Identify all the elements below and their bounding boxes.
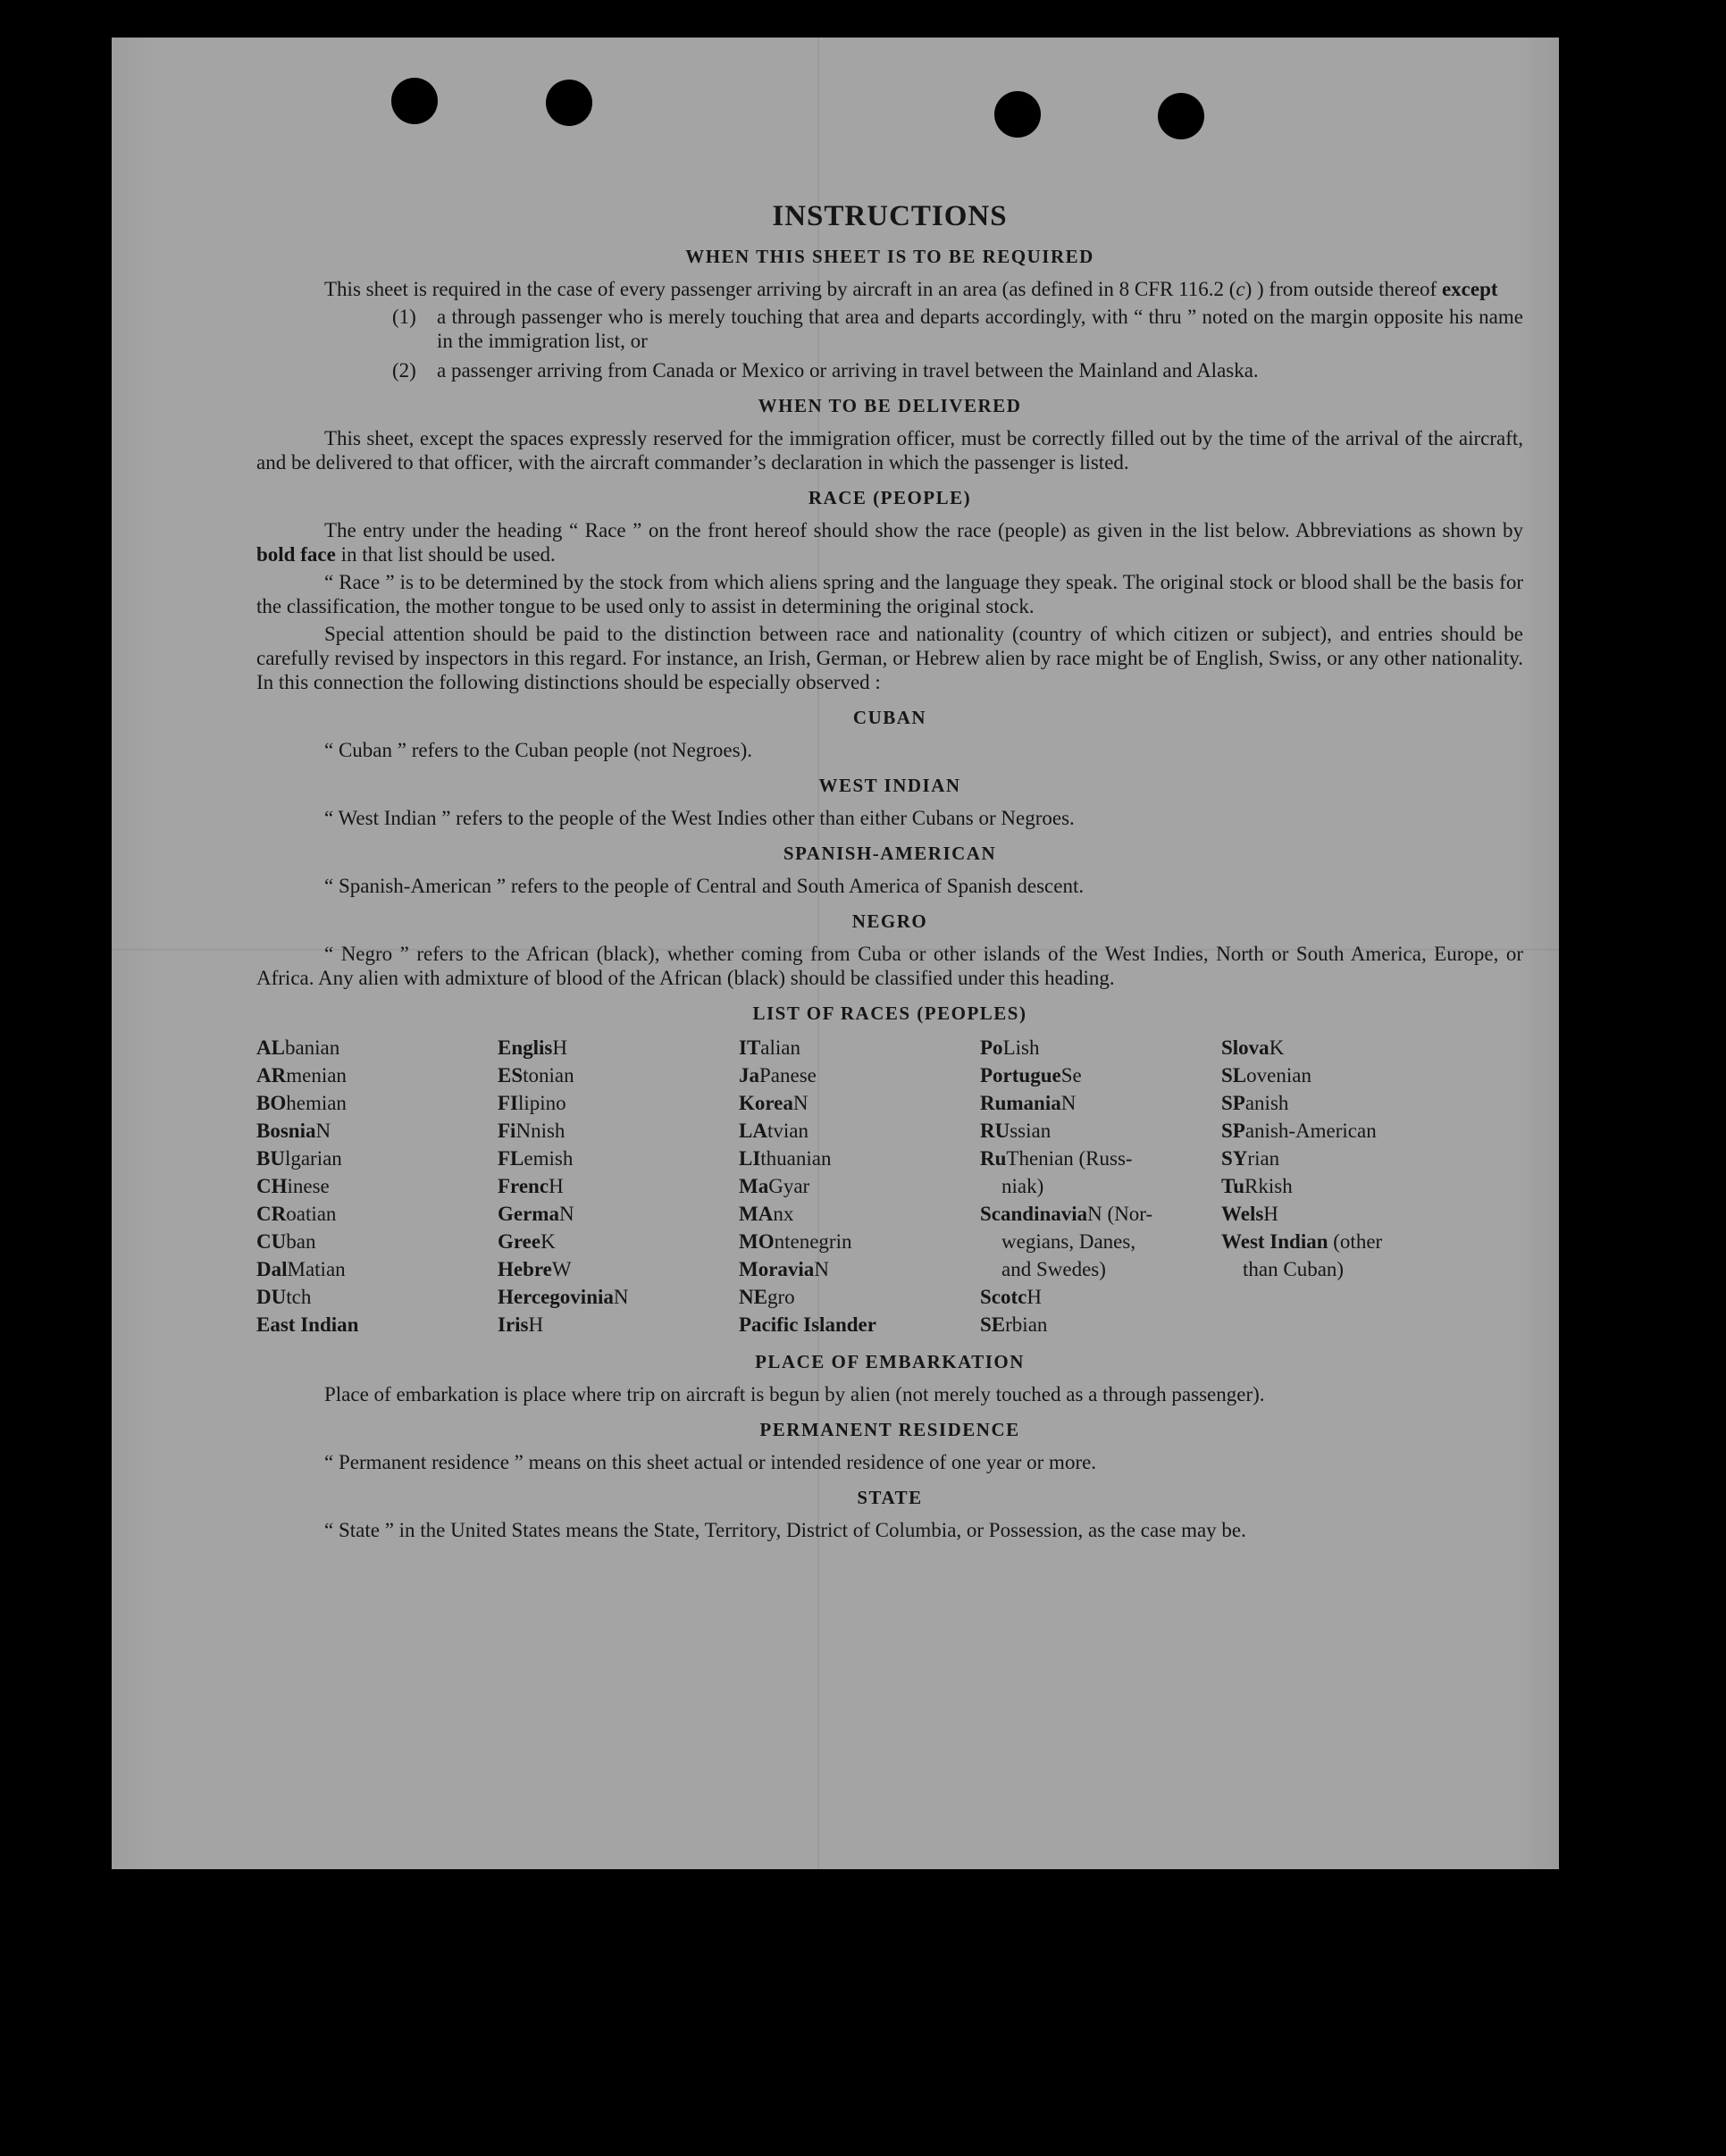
race-entry: niak) — [1001, 1175, 1044, 1197]
heading-required: WHEN THIS SHEET IS TO BE REQUIRED — [685, 246, 1094, 267]
heading-cuban: CUBAN — [852, 707, 927, 728]
race-entry: BOhemian — [256, 1092, 347, 1114]
page-title: INSTRUCTIONS — [772, 200, 1008, 232]
residence-text: “ Permanent residence ” means on this sheet actual or intended residence of one year or more. — [324, 1451, 1097, 1473]
negro-text: “ Negro ” refers to the African (black), whether coming from Cuba or other islands of the West Indies, North or South America, Europe, or Africa. Any alien with admixture of blood of the African (black) should be classified under this heading. — [256, 943, 1523, 989]
race-entry: GreeK — [498, 1230, 556, 1253]
punch-hole — [994, 91, 1041, 138]
race-entry: GermaN — [498, 1203, 574, 1225]
heading-spanish-american: SPANISH-AMERICAN — [783, 843, 997, 864]
heading-state: STATE — [857, 1487, 923, 1508]
race-entry: DalMatian — [256, 1258, 346, 1280]
document-sheet — [112, 38, 1559, 1869]
race-entry: MAnx — [739, 1203, 794, 1225]
race-entry: ALbanian — [256, 1036, 340, 1059]
punch-hole — [546, 80, 592, 126]
race-entry: EnglisH — [498, 1036, 567, 1059]
race-entry: IrisH — [498, 1313, 544, 1336]
race-entry: FrencH — [498, 1175, 564, 1197]
race-entry: MOntenegrin — [739, 1230, 852, 1253]
race-entry: HebreW — [498, 1258, 572, 1280]
race-entry: BUlgarian — [256, 1147, 342, 1170]
race-entry: MaGyar — [739, 1175, 810, 1197]
race-entry: CUban — [256, 1230, 316, 1253]
embarkation-text: Place of embarkation is place where trip on aircraft is begun by alien (not merely touched as a through passenger). — [324, 1383, 1265, 1405]
race-column — [1221, 1034, 1462, 1338]
race-entry: MoraviaN — [739, 1258, 829, 1280]
exception-item-2: (2) a passenger arriving from Canada or Mexico or arriving in travel between the Mainland and Alaska. — [392, 359, 1259, 382]
race-entry: ITalian — [739, 1036, 800, 1059]
race-entry: than Cuban) — [1243, 1258, 1345, 1280]
race-entry: SLovenian — [1221, 1064, 1311, 1086]
instructions-body — [256, 161, 1523, 1546]
race-entry: SlovaK — [1221, 1036, 1285, 1059]
race-entry: KoreaN — [739, 1092, 809, 1114]
race-paragraph-1: The entry under the heading “ Race ” on the front hereof should show the race (people) as given in the list below. Abbreviations as shown by bold face in that list should be used. — [256, 519, 1523, 566]
race-entry: LIthuanian — [739, 1147, 832, 1170]
heading-delivered: WHEN TO BE DELIVERED — [758, 395, 1022, 416]
state-text: “ State ” in the United States means the State, Territory, District of Columbia, or Possession, as the case may be. — [324, 1519, 1246, 1541]
race-entry: FIlipino — [498, 1092, 566, 1114]
race-entry: SPanish-American — [1221, 1120, 1377, 1142]
delivered-text: This sheet, except the spaces expressly reserved for the immigration officer, must be correctly filled out by the time of the arrival of the aircraft, and be delivered to that officer, with the aircraft commander’s declaration in which the passenger is listed. — [256, 427, 1523, 474]
race-entry: ScandinaviaN (Nor- — [980, 1203, 1153, 1225]
race-column — [980, 1034, 1221, 1338]
race-entry: PoLish — [980, 1036, 1040, 1059]
race-entry: FLemish — [498, 1147, 574, 1170]
race-entry: SErbian — [980, 1313, 1048, 1336]
race-paragraph-2: “ Race ” is to be determined by the stock from which aliens spring and the language they speak. The original stock or blood shall be the basis for the classification, the mother tongue to be used only to assist in determining the original stock. — [256, 571, 1523, 617]
heading-west-indian: WEST INDIAN — [818, 775, 961, 796]
race-entry: LAtvian — [739, 1120, 809, 1142]
race-entry: JaPanese — [739, 1064, 817, 1086]
race-column — [739, 1034, 980, 1338]
spanish-american-text: “ Spanish-American ” refers to the people of Central and South America of Spanish descent. — [324, 875, 1085, 897]
race-column — [256, 1034, 498, 1338]
race-entry: DUtch — [256, 1286, 312, 1308]
required-intro: This sheet is required in the case of every passenger arriving by aircraft in an area (as defined in 8 CFR 116.2 (c) ) from outside thereof except — [324, 278, 1498, 300]
race-entry: and Swedes) — [1001, 1258, 1106, 1280]
race-entry: SYrian — [1221, 1147, 1280, 1170]
west-indian-text: “ West Indian ” refers to the people of the West Indies other than either Cubans or Negroes. — [324, 807, 1075, 829]
race-entry: CHinese — [256, 1175, 330, 1197]
race-entry: NEgro — [739, 1286, 795, 1308]
race-entry: FiNnish — [498, 1120, 566, 1142]
race-entry: TuRkish — [1221, 1175, 1293, 1197]
race-entry: WelsH — [1221, 1203, 1278, 1225]
heading-race: RACE (PEOPLE) — [808, 487, 972, 508]
exception-item-1: (1) a through passenger who is merely touching that area and departs accordingly, with “ thru ” noted on the margin opposite his name in the immigration list, or — [392, 306, 1523, 352]
race-column — [498, 1034, 739, 1338]
race-entry: ScotcH — [980, 1286, 1042, 1308]
race-entry: RumaniaN — [980, 1092, 1077, 1114]
heading-embarkation: PLACE OF EMBARKATION — [755, 1351, 1025, 1372]
race-entry: EStonian — [498, 1064, 574, 1086]
race-entry: West Indian (other — [1221, 1230, 1383, 1253]
race-entry: wegians, Danes, — [1001, 1230, 1136, 1253]
punch-hole — [391, 78, 438, 124]
race-entry: PortugueSe — [980, 1064, 1082, 1086]
race-entry: HercegoviniaN — [498, 1286, 629, 1308]
race-entry: RUssian — [980, 1120, 1052, 1142]
races-list — [256, 1034, 1523, 1338]
race-entry: CRoatian — [256, 1203, 337, 1225]
heading-list-of-races: LIST OF RACES (PEOPLES) — [752, 1002, 1027, 1024]
cuban-text: “ Cuban ” refers to the Cuban people (not Negroes). — [324, 739, 753, 761]
race-entry: SPanish — [1221, 1092, 1289, 1114]
race-entry: BosniaN — [256, 1120, 331, 1142]
heading-residence: PERMANENT RESIDENCE — [759, 1419, 1020, 1440]
heading-negro: NEGRO — [851, 910, 928, 932]
race-entry: ARmenian — [256, 1064, 347, 1086]
race-entry: East Indian — [256, 1313, 359, 1336]
race-entry: Pacific Islander — [739, 1313, 876, 1336]
punch-hole — [1158, 93, 1204, 139]
race-paragraph-3: Special attention should be paid to the distinction between race and nationality (country of which citizen or subject), and entries should be carefully revised by inspectors in this regard. For instance, an Irish, German, or Hebrew alien by race might be of English, Swiss, or any other nationality. In this connection the following distinctions should be especially observed : — [256, 623, 1523, 693]
race-entry: RuThenian (Russ- — [980, 1147, 1133, 1170]
